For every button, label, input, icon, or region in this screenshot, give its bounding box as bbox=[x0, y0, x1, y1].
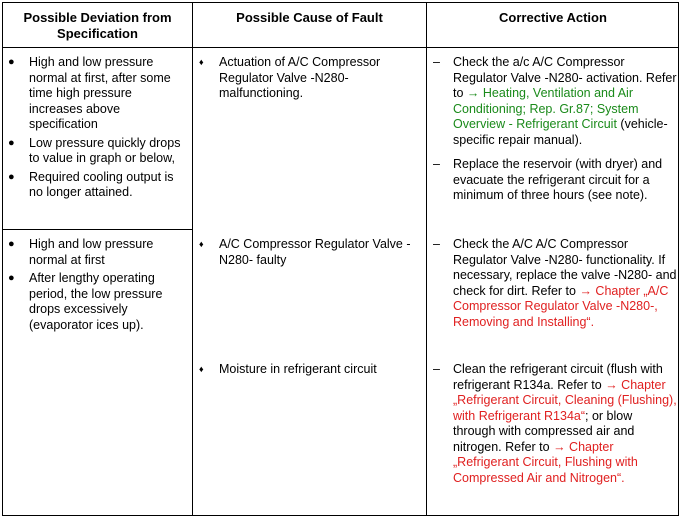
header-divider bbox=[3, 47, 678, 48]
list-item bbox=[427, 362, 677, 486]
list-item bbox=[427, 55, 677, 148]
bullet-icon: ● bbox=[8, 136, 15, 149]
deviation-text: Required cooling output is no longer attained. bbox=[29, 169, 174, 199]
bullet-icon: ● bbox=[8, 238, 15, 250]
list-item bbox=[193, 362, 418, 378]
list-item bbox=[193, 55, 418, 102]
list-item bbox=[427, 157, 677, 204]
dash-icon: – bbox=[433, 237, 440, 251]
header-deviation: Possible Deviation from Specification bbox=[23, 10, 172, 41]
list-item bbox=[3, 237, 186, 268]
bullet-icon: ● bbox=[8, 170, 15, 183]
header-cause: Possible Cause of Fault bbox=[236, 10, 383, 25]
row2-cause-2 bbox=[193, 362, 418, 381]
deviation-text: High and low pressure normal at first, after some time high pressure increases above specification bbox=[29, 55, 171, 131]
cause-text: A/C Compressor Regulator Valve -N280- faulty bbox=[219, 237, 411, 267]
header-action: Corrective Action bbox=[499, 10, 607, 25]
action-text: Replace the reservoir (with dryer) and evacuate the refrigerant circuit for a minimum of three hours (see note). bbox=[453, 157, 663, 202]
dash-icon: – bbox=[433, 55, 440, 69]
valve-chapter-link[interactable]: → Chapter „A/C Compressor Regulator Valve -N280-, Removing and Installing“. bbox=[453, 283, 669, 329]
deviation-text: High and low pressure normal at first bbox=[29, 237, 154, 267]
deviation-text: After lengthy operating period, the low pressure drops excessively (evaporator ices up). bbox=[29, 271, 163, 332]
row1-cause bbox=[193, 55, 418, 105]
diamond-bullet-icon: ♦ bbox=[199, 57, 204, 67]
row2-actions-2 bbox=[427, 362, 677, 489]
row2-actions bbox=[427, 237, 677, 333]
action-text: Clean the refrigerant circuit (flush with refrigerant R134a. Refer to bbox=[453, 362, 663, 392]
list-item bbox=[3, 271, 186, 333]
diamond-bullet-icon: ♦ bbox=[199, 239, 204, 249]
cause-text: Moisture in refrigerant circuit bbox=[219, 362, 377, 376]
bullet-icon: ● bbox=[8, 272, 15, 284]
row1-actions bbox=[427, 55, 677, 207]
diamond-bullet-icon: ♦ bbox=[199, 364, 204, 374]
action-text: Check the a/c A/C Compressor Regulator Valve -N280- activation. Refer to bbox=[453, 55, 677, 100]
dash-icon: – bbox=[433, 362, 440, 376]
action-text: Check the A/C A/C Compressor Regulator Valve -N280- functionality. If necessary, replace the valve -N280- and check for dirt. Refer to bbox=[453, 237, 677, 298]
repair-manual-link[interactable]: → Heating, Ventilation and Air Conditioning; Rep. Gr.87; System Overview - Refrigerant Circuit bbox=[453, 86, 639, 131]
action-text: ; or blow through with compressed air and nitrogen. Refer to bbox=[453, 408, 635, 454]
compressed-air-chapter-link[interactable]: → Chapter „Refrigerant Circuit, Flushing with Compressed Air and Nitrogen“. bbox=[453, 439, 638, 485]
list-item bbox=[427, 237, 677, 330]
dash-icon: – bbox=[433, 157, 440, 171]
row-divider bbox=[3, 229, 192, 230]
fault-table bbox=[2, 2, 679, 516]
list-item bbox=[3, 55, 186, 133]
list-item bbox=[3, 136, 186, 167]
action-text: (vehicle-specific repair manual). bbox=[453, 117, 668, 147]
list-item bbox=[193, 237, 418, 268]
list-item bbox=[3, 170, 186, 201]
row1-deviation-list bbox=[3, 55, 186, 204]
row2-deviation-list bbox=[3, 237, 186, 336]
flushing-chapter-link[interactable]: → Chapter „Refrigerant Circuit, Cleaning (Flushing), with Refrigerant R134a“ bbox=[453, 377, 677, 423]
bullet-icon: ● bbox=[8, 56, 15, 68]
deviation-text: Low pressure quickly drops to value in graph or below, bbox=[29, 135, 181, 165]
row2-cause bbox=[193, 237, 418, 271]
cause-text: Actuation of A/C Compressor Regulator Valve -N280- malfunctioning. bbox=[219, 55, 381, 100]
